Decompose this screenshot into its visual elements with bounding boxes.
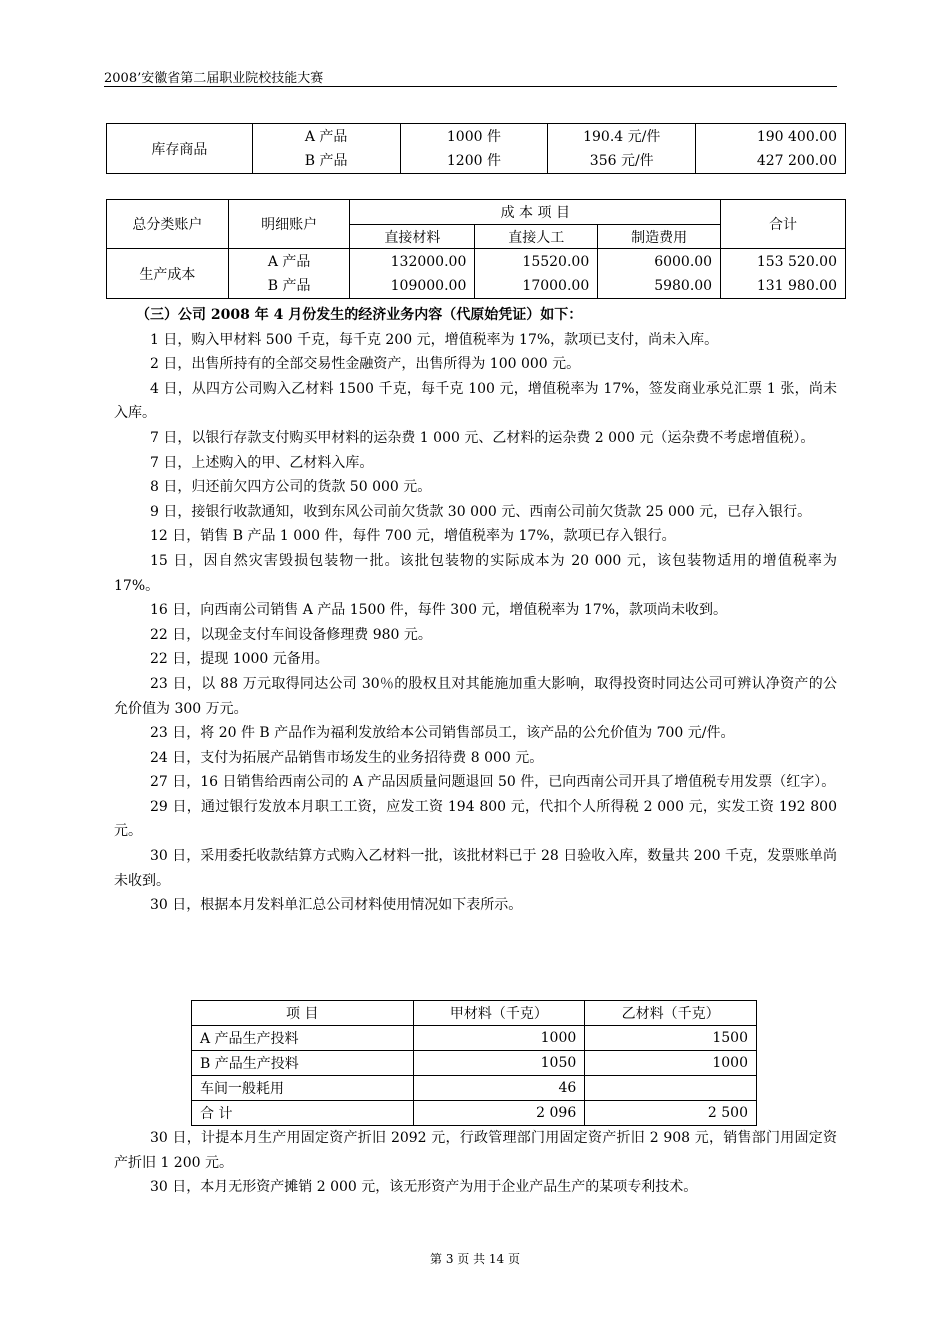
transaction-item: 22 日，提现 1000 元备用。 bbox=[150, 651, 329, 668]
transaction-item: 22 日，以现金支付车间设备修理费 980 元。 bbox=[150, 626, 432, 643]
material-a-value: 1050 bbox=[413, 1051, 585, 1076]
inventory-amount: 190 400.00 bbox=[756, 128, 837, 145]
cost-overhead-value: 6000.00 bbox=[654, 253, 713, 270]
table-row bbox=[192, 1051, 757, 1076]
cost-total-value: 131 980.00 bbox=[756, 277, 837, 294]
material-item: B 产品生产投料 bbox=[192, 1051, 414, 1076]
header-detail-account: 明细账户 bbox=[228, 200, 350, 249]
inventory-amount: 427 200.00 bbox=[756, 152, 837, 169]
inventory-price: 190.4 元/件 bbox=[583, 128, 661, 145]
section-title: （三）公司 2008 年 4 月份发生的经济业务内容（代原始凭证）如下： bbox=[136, 307, 583, 323]
page-footer: 第 3 页 共 14 页 bbox=[430, 1252, 520, 1266]
transaction-item: 7 日，上述购入的甲、乙材料入库。 bbox=[150, 454, 374, 471]
header-material-b: 乙材料（千克） bbox=[585, 1001, 757, 1026]
transaction-item: 2 日，出售所持有的全部交易性金融资产，出售所得为 100 000 元。 bbox=[150, 356, 581, 373]
cost-material bbox=[350, 249, 475, 299]
header-general-account: 总分类账户 bbox=[107, 200, 229, 249]
material-item: 车间一般耗用 bbox=[192, 1076, 414, 1101]
header-labor: 直接人工 bbox=[475, 225, 598, 249]
inventory-category: 库存商品 bbox=[107, 124, 253, 174]
page-header: 2008’安徽省第二届职业院校技能大赛 bbox=[104, 71, 324, 86]
table-row bbox=[107, 249, 846, 299]
cost-total-value: 153 520.00 bbox=[756, 253, 837, 270]
cost-labor bbox=[475, 249, 598, 299]
header-item: 项 目 bbox=[192, 1001, 414, 1026]
cost-products bbox=[228, 249, 350, 299]
table-row bbox=[192, 1026, 757, 1051]
inventory-amounts bbox=[696, 124, 846, 174]
transaction-item: 9 日，接银行收款通知，收到东风公司前欠货款 30 000 元、西南公司前欠货款 25 000 元，已存入银行。 bbox=[150, 503, 812, 520]
header-material-a: 甲材料（千克） bbox=[413, 1001, 585, 1026]
transaction-item: 12 日，销售 B 产品 1 000 件，每件 700 元，增值税率为 17%，款项已存入银行。 bbox=[150, 528, 676, 545]
cost-product: A 产品 bbox=[267, 253, 311, 270]
inventory-product: B 产品 bbox=[304, 152, 348, 169]
material-a-value: 46 bbox=[413, 1076, 585, 1101]
header-material: 直接材料 bbox=[350, 225, 475, 249]
transaction-item: 29 日，通过银行发放本月职工工资，应发工资 194 800 元，代扣个人所得税 2 000 元，实发工资 192 800 元。 bbox=[114, 798, 837, 840]
header-total: 合计 bbox=[721, 200, 846, 249]
transaction-item: 23 日，以 88 万元取得同达公司 30％的股权且对其能施加重大影响，取得投资时同达公司可辨认净资产的公允价值为 300 万元。 bbox=[114, 675, 837, 717]
transaction-item: 30 日，本月无形资产摊销 2 000 元，该无形资产为用于企业产品生产的某项专利技术。 bbox=[150, 1179, 698, 1196]
cost-material-value: 132000.00 bbox=[390, 253, 467, 270]
cost-total bbox=[721, 249, 846, 299]
header-rule bbox=[104, 86, 837, 87]
table-row bbox=[107, 124, 846, 174]
transaction-item: 30 日，计提本月生产用固定资产折旧 2092 元，行政管理部门用固定资产折旧 2 908 元，销售部门用固定资产折旧 1 200 元。 bbox=[114, 1130, 837, 1171]
inventory-quantities bbox=[400, 124, 548, 174]
inventory-qty: 1200 件 bbox=[446, 152, 501, 169]
transaction-item: 7 日，以银行存款支付购买甲材料的运杂费 1 000 元、乙材料的运杂费 2 000 元（运杂费不考虑增值税）。 bbox=[150, 429, 815, 446]
inventory-table bbox=[106, 123, 846, 174]
cost-overhead bbox=[598, 249, 721, 299]
transaction-item: 8 日，归还前欠四方公司的货款 50 000 元。 bbox=[150, 479, 432, 496]
table-header-row bbox=[192, 1001, 757, 1026]
cost-account: 生产成本 bbox=[107, 249, 229, 299]
inventory-product: A 产品 bbox=[304, 128, 348, 145]
inventory-price: 356 元/件 bbox=[589, 152, 654, 169]
transaction-item: 23 日，将 20 件 B 产品作为福利发放给本公司销售部员工，该产品的公允价值为 700 元/件。 bbox=[150, 725, 735, 742]
transaction-item: 30 日，采用委托收款结算方式购入乙材料一批，该批材料已于 28 日验收入库，数量共 200 千克，发票账单尚未收到。 bbox=[114, 848, 837, 889]
transactions-after-section bbox=[114, 1126, 837, 1200]
material-b-value: 1500 bbox=[585, 1026, 757, 1051]
cost-overhead-value: 5980.00 bbox=[654, 277, 713, 294]
cost-labor-value: 15520.00 bbox=[522, 253, 590, 270]
transaction-item: 24 日，支付为拓展产品销售市场发生的业务招待费 8 000 元。 bbox=[150, 749, 544, 766]
table-row bbox=[192, 1101, 757, 1126]
material-table bbox=[191, 1000, 757, 1126]
cost-labor-value: 17000.00 bbox=[522, 277, 590, 294]
material-b-value: 2 500 bbox=[585, 1101, 757, 1126]
inventory-products bbox=[252, 124, 400, 174]
material-a-value: 2 096 bbox=[413, 1101, 585, 1126]
transaction-item: 1 日，购入甲材料 500 千克，每千克 200 元，增值税率为 17%，款项已支付，尚未入库。 bbox=[150, 331, 719, 348]
material-item: A 产品生产投料 bbox=[192, 1026, 414, 1051]
header-cost-items: 成 本 项 目 bbox=[350, 200, 721, 225]
cost-table bbox=[106, 199, 846, 299]
transaction-item: 30 日，根据本月发料单汇总公司材料使用情况如下表所示。 bbox=[150, 897, 523, 914]
table-header-row bbox=[107, 200, 846, 225]
cost-product: B 产品 bbox=[267, 277, 311, 294]
transaction-item: 4 日，从四方公司购入乙材料 1500 千克，每千克 100 元，增值税率为 17%，签发商业承兑汇票 1 张，尚未入库。 bbox=[114, 380, 837, 422]
transaction-item: 16 日，向西南公司销售 A 产品 1500 件，每件 300 元，增值税率为 17%，款项尚未收到。 bbox=[150, 602, 727, 619]
material-b-value: 1000 bbox=[585, 1051, 757, 1076]
inventory-prices bbox=[548, 124, 696, 174]
table-row bbox=[192, 1076, 757, 1101]
material-item: 合 计 bbox=[192, 1101, 414, 1126]
material-a-value: 1000 bbox=[413, 1026, 585, 1051]
transaction-item: 27 日，16 日销售给西南公司的 A 产品因质量问题退回 50 件，已向西南公司开具了增值税专用发票（红字）。 bbox=[150, 774, 836, 791]
material-b-value bbox=[585, 1076, 757, 1101]
cost-material-value: 109000.00 bbox=[390, 277, 467, 294]
transaction-item: 15 日，因自然灾害毁损包装物一批。该批包装物的实际成本为 20 000 元，该包装物适用的增值税率为 17%。 bbox=[114, 552, 837, 594]
header-overhead: 制造费用 bbox=[598, 225, 721, 249]
inventory-qty: 1000 件 bbox=[446, 128, 501, 145]
transactions-section bbox=[114, 303, 837, 918]
